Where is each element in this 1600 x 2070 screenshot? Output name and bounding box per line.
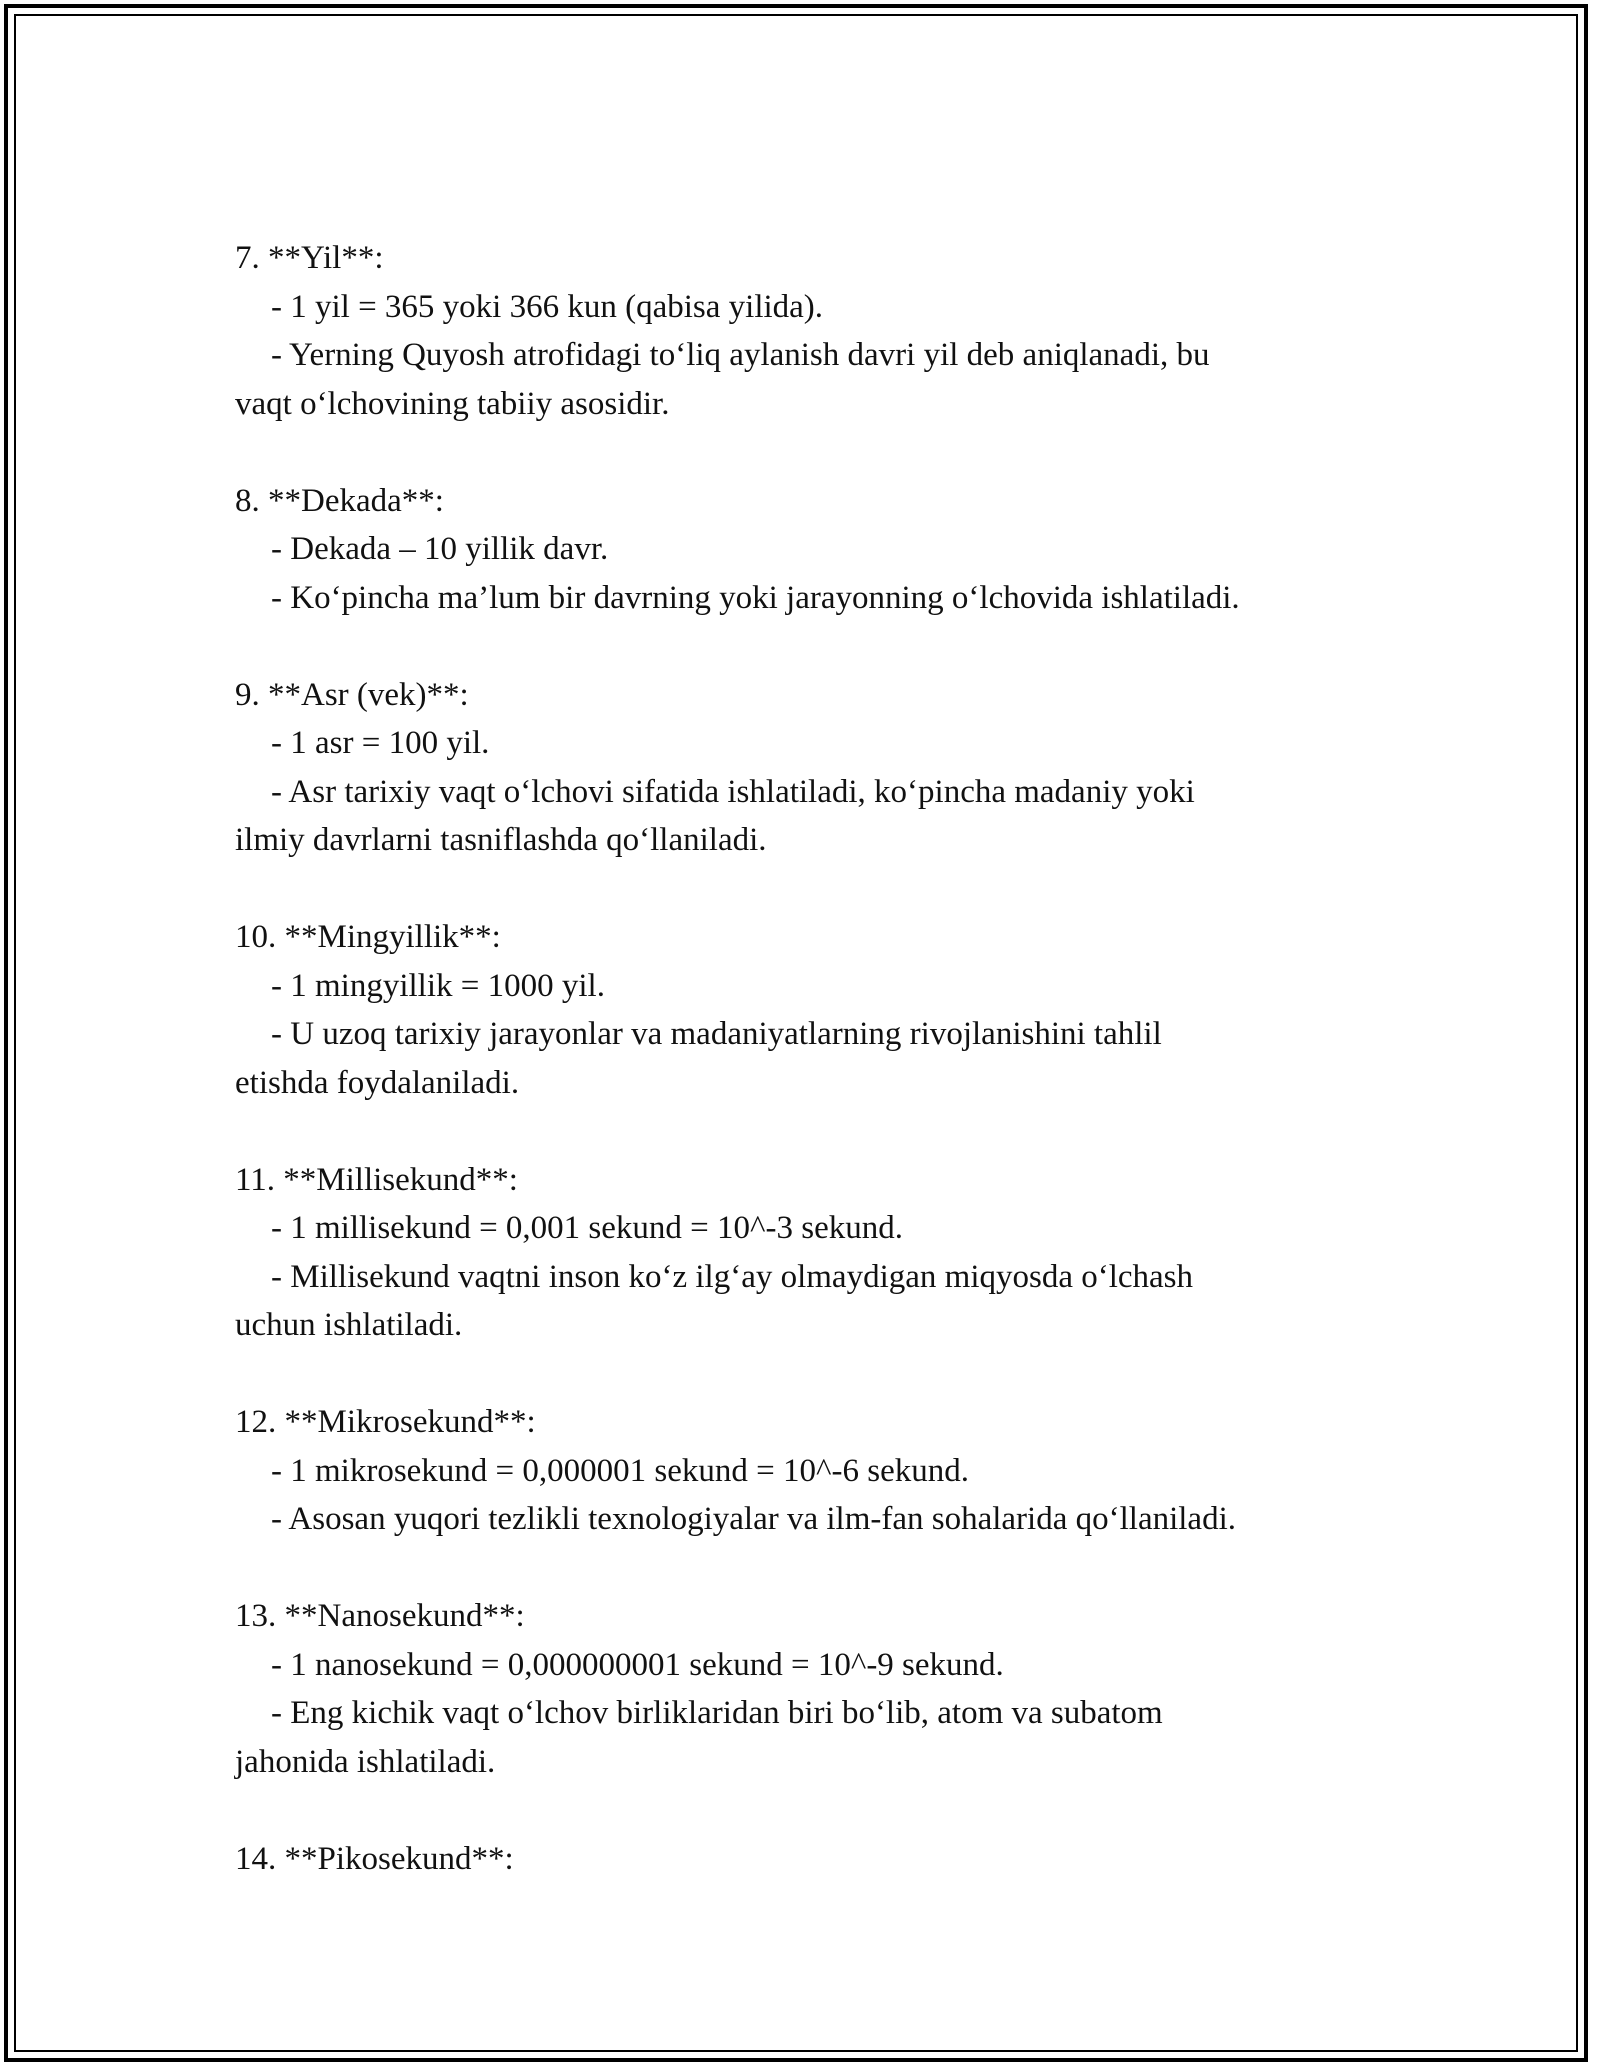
continuation-line: jahonida ishlatiladi.	[235, 1743, 496, 1780]
section-asr	[235, 671, 1365, 865]
continuation-line: ilmiy davrlarni tasniflashda qo‘llaniladi.	[235, 822, 767, 858]
continuation-line: uchun ishlatiladi.	[235, 1307, 463, 1343]
bullet-line: - 1 yil = 365 yoki 366 kun (qabisa yilida).	[271, 288, 824, 325]
section-pikosekund	[235, 1835, 1365, 1884]
bullet-line: - 1 nanosekund = 0,000000001 sekund = 10^-9 sekund.	[271, 1646, 1004, 1683]
section-millisekund	[235, 1156, 1365, 1350]
bullet-line: - Yerning Quyosh atrofidagi to‘liq aylanish davri yil deb aniqlanadi, bu	[271, 337, 1210, 373]
bullet-line: - Dekada – 10 yillik davr.	[271, 531, 609, 567]
continuation-line: vaqt o‘lchovining tabiiy asosidir.	[235, 385, 670, 422]
section-mikrosekund	[235, 1398, 1365, 1544]
bullet-line: - 1 mikrosekund = 0,000001 sekund = 10^-6 sekund.	[271, 1452, 969, 1489]
section-heading: 12. **Mikrosekund**:	[235, 1404, 536, 1440]
section-heading: 9. **Asr (vek)**:	[235, 676, 469, 713]
bullet-line: - Eng kichik vaqt o‘lchov birliklaridan biri bo‘lib, atom va subatom	[271, 1695, 1163, 1731]
section-heading: 10. **Mingyillik**:	[235, 919, 501, 955]
section-nanosekund	[235, 1592, 1365, 1786]
section-heading: 11. **Millisekund**:	[235, 1161, 518, 1198]
bullet-line: - 1 millisekund = 0,001 sekund = 10^-3 sekund.	[271, 1210, 903, 1246]
bullet-line: - Asosan yuqori tezlikli texnologiyalar va ilm-fan sohalarida qo‘llaniladi.	[271, 1501, 1236, 1537]
bullet-line: - Millisekund vaqtni inson ko‘z ilg‘ay olmaydigan miqyosda o‘lchash	[271, 1258, 1194, 1295]
bullet-line: - Asr tarixiy vaqt o‘lchovi sifatida ishlatiladi, ko‘pincha madaniy yoki	[271, 773, 1195, 810]
bullet-line: - 1 asr = 100 yil.	[271, 725, 490, 761]
section-heading: 13. **Nanosekund**:	[235, 1598, 525, 1634]
bullet-line: - Ko‘pincha ma’lum bir davrning yoki jarayonning o‘lchovida ishlatiladi.	[271, 579, 1240, 616]
bullet-line: - 1 mingyillik = 1000 yil.	[271, 967, 605, 1004]
section-heading: 14. **Pikosekund**:	[235, 1840, 514, 1877]
section-dekada	[235, 477, 1365, 623]
section-yil	[235, 234, 1365, 428]
section-heading: 7. **Yil**:	[235, 240, 384, 276]
document-body	[235, 234, 1365, 1932]
bullet-line: - U uzoq tarixiy jarayonlar va madaniyatlarning rivojlanishini tahlil	[271, 1016, 1162, 1052]
section-heading: 8. **Dekada**:	[235, 482, 444, 519]
continuation-line: etishda foydalaniladi.	[235, 1064, 520, 1101]
section-mingyillik	[235, 913, 1365, 1107]
